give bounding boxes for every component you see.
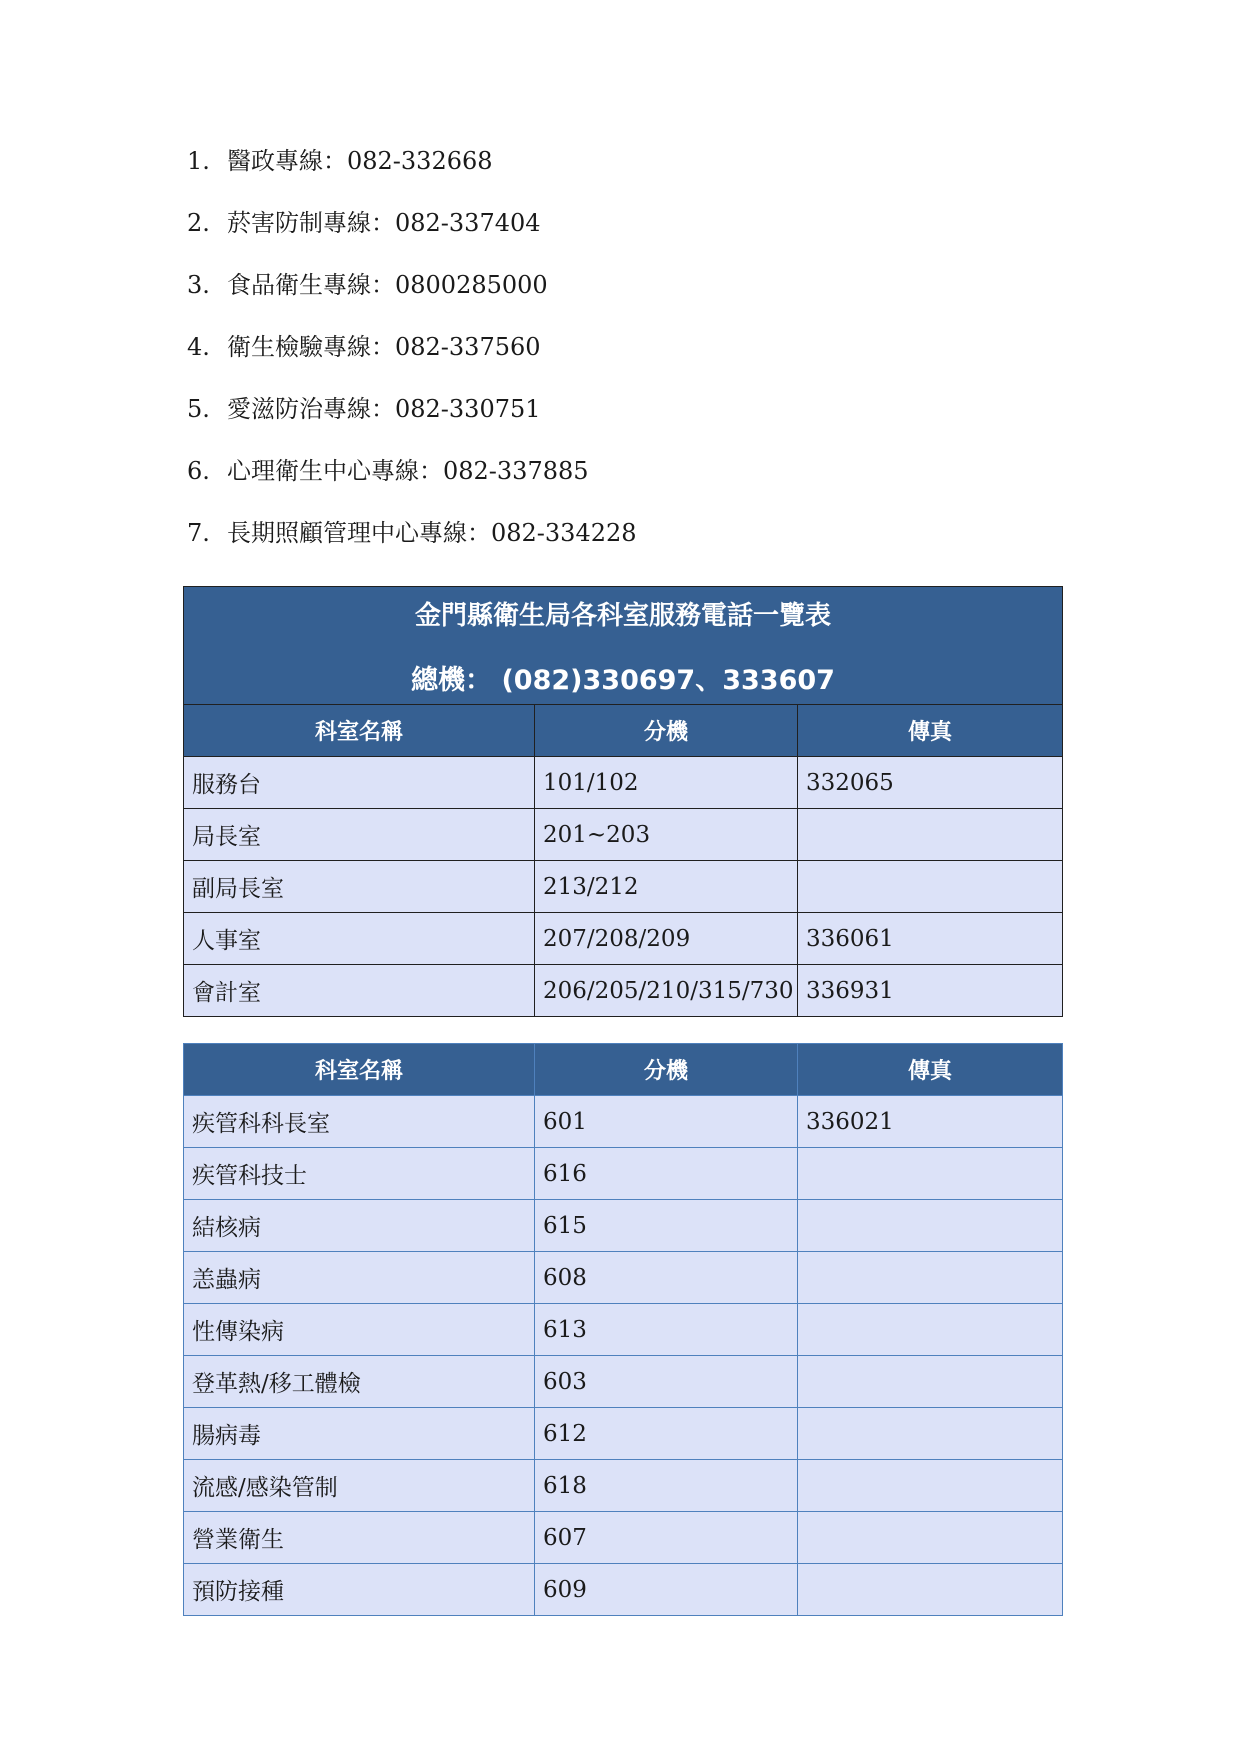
office-name-cell: 副局長室: [184, 861, 535, 913]
table-banner: [184, 587, 1063, 705]
header-extension: 分機: [535, 705, 798, 757]
hotline-text: 愛滋防治專線：082-330751: [227, 395, 541, 423]
hotline-text: 醫政專線：082-332668: [227, 147, 493, 175]
table-row: [184, 757, 1063, 809]
hotline-item: [187, 456, 637, 518]
table-row: [184, 1148, 1063, 1200]
hotline-number: 5.: [187, 395, 210, 423]
extension-cell: 609: [535, 1564, 798, 1616]
hotline-number: 4.: [187, 333, 210, 361]
extension-cell: 201~203: [535, 809, 798, 861]
table-title: 金門縣衛生局各科室服務電話一覽表: [415, 600, 832, 631]
extension-cell: 101/102: [535, 757, 798, 809]
office-name-cell: 恙蟲病: [184, 1252, 535, 1304]
extension-cell: 207/208/209: [535, 913, 798, 965]
hotline-list: [187, 146, 637, 580]
office-name-cell: 人事室: [184, 913, 535, 965]
office-name-cell: 登革熱/移工體檢: [184, 1356, 535, 1408]
fax-cell: 336931: [798, 965, 1063, 1017]
extension-cell: 616: [535, 1148, 798, 1200]
table-row: [184, 1356, 1063, 1408]
fax-cell: [798, 1252, 1063, 1304]
hotline-item: [187, 146, 637, 208]
header-office-name: 科室名稱: [184, 1044, 535, 1096]
office-name-cell: 結核病: [184, 1200, 535, 1252]
fax-cell: [798, 1200, 1063, 1252]
fax-cell: [798, 1460, 1063, 1512]
fax-cell: 336061: [798, 913, 1063, 965]
table-row: [184, 1408, 1063, 1460]
hotline-text: 菸害防制專線：082-337404: [227, 209, 541, 237]
hotline-text: 心理衛生中心專線：082-337885: [227, 457, 589, 485]
table-row: [184, 965, 1063, 1017]
office-name-cell: 性傳染病: [184, 1304, 535, 1356]
extension-cell: 608: [535, 1252, 798, 1304]
fax-cell: 332065: [798, 757, 1063, 809]
hotline-number: 1.: [187, 147, 210, 175]
disease-control-phone-table: [183, 1043, 1063, 1616]
hotline-text: 食品衛生專線：0800285000: [227, 271, 548, 299]
hotline-item: [187, 518, 637, 580]
hotline-item: [187, 208, 637, 270]
fax-cell: 336021: [798, 1096, 1063, 1148]
office-name-cell: 腸病毒: [184, 1408, 535, 1460]
extension-cell: 618: [535, 1460, 798, 1512]
hotline-number: 3.: [187, 271, 210, 299]
hotline-item: [187, 270, 637, 332]
table-row: [184, 1564, 1063, 1616]
hotline-number: 6.: [187, 457, 210, 485]
header-fax: 傳真: [798, 1044, 1063, 1096]
table-row: [184, 809, 1063, 861]
extension-cell: 601: [535, 1096, 798, 1148]
fax-cell: [798, 1512, 1063, 1564]
office-name-cell: 會計室: [184, 965, 535, 1017]
fax-cell: [798, 861, 1063, 913]
table-row: [184, 1200, 1063, 1252]
table-row: [184, 1460, 1063, 1512]
extension-cell: 213/212: [535, 861, 798, 913]
extension-cell: 612: [535, 1408, 798, 1460]
header-extension: 分機: [535, 1044, 798, 1096]
main-switchboard-line: 總機： (082)330697、333607: [411, 664, 835, 696]
extension-cell: 603: [535, 1356, 798, 1408]
table-row: [184, 1096, 1063, 1148]
table-row: [184, 913, 1063, 965]
office-phone-table: [183, 586, 1063, 1017]
fax-cell: [798, 1304, 1063, 1356]
office-name-cell: 預防接種: [184, 1564, 535, 1616]
table-row: [184, 1252, 1063, 1304]
hotline-text: 衛生檢驗專線：082-337560: [227, 333, 541, 361]
extension-cell: 607: [535, 1512, 798, 1564]
office-name-cell: 流感/感染管制: [184, 1460, 535, 1512]
hotline-number: 7.: [187, 519, 210, 547]
fax-cell: [798, 1356, 1063, 1408]
table-row: [184, 1304, 1063, 1356]
hotline-number: 2.: [187, 209, 210, 237]
fax-cell: [798, 1564, 1063, 1616]
fax-cell: [798, 1408, 1063, 1460]
hotline-item: [187, 394, 637, 456]
fax-cell: [798, 809, 1063, 861]
table-row: [184, 1512, 1063, 1564]
hotline-text: 長期照顧管理中心專線：082-334228: [227, 519, 637, 547]
office-name-cell: 疾管科技士: [184, 1148, 535, 1200]
header-fax: 傳真: [798, 705, 1063, 757]
header-office-name: 科室名稱: [184, 705, 535, 757]
hotline-item: [187, 332, 637, 394]
fax-cell: [798, 1148, 1063, 1200]
office-name-cell: 局長室: [184, 809, 535, 861]
extension-cell: 613: [535, 1304, 798, 1356]
extension-cell: 615: [535, 1200, 798, 1252]
office-name-cell: 疾管科科長室: [184, 1096, 535, 1148]
extension-cell: 206/205/210/315/730: [535, 965, 798, 1017]
table-row: [184, 861, 1063, 913]
office-name-cell: 服務台: [184, 757, 535, 809]
office-name-cell: 營業衛生: [184, 1512, 535, 1564]
